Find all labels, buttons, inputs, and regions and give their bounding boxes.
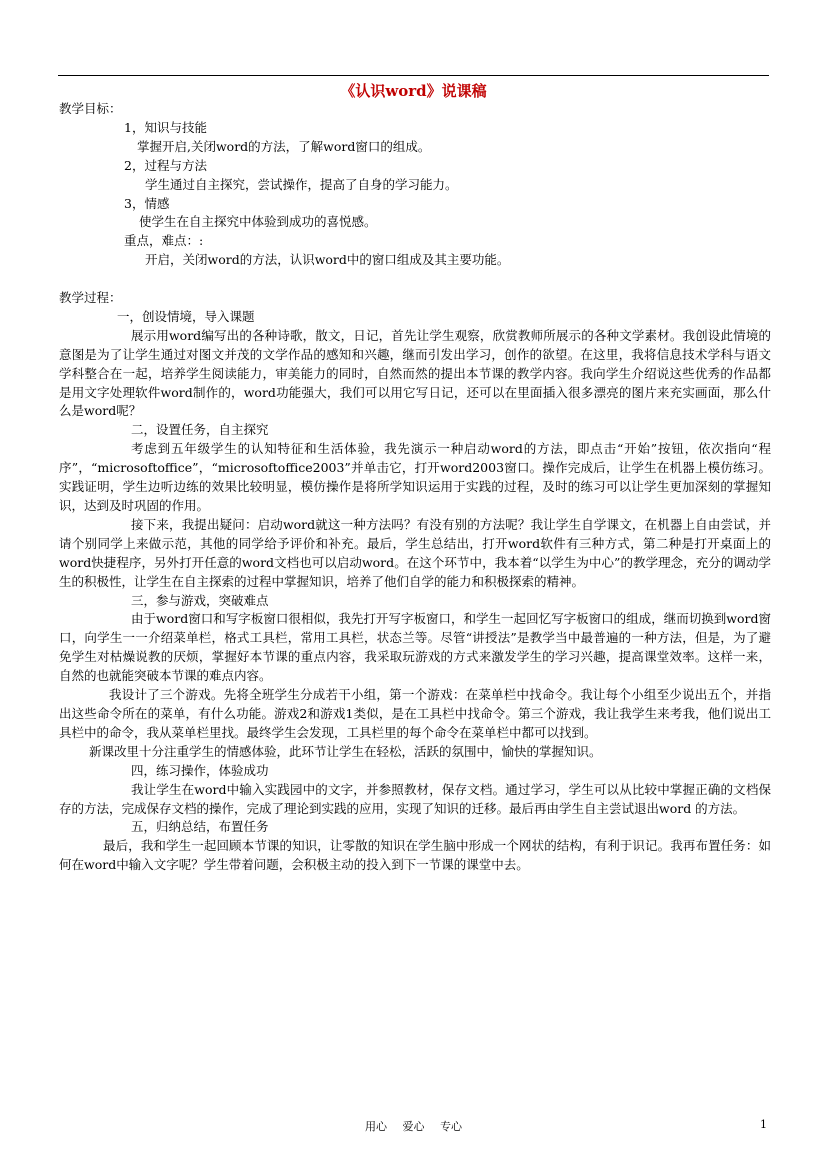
body-line: 一，创设情境，导入课题: [117, 308, 255, 324]
footer-motto-3: 专心: [440, 1120, 462, 1133]
body-paragraph: 考虑到五年级学生的认知特征和生活体验，我先演示一种启动word的方法，即点击“开始”按钮，依次指向“程序”，“microsoftoffice”，“microsoftoffice2003”并单击它，打开word2003窗口。操作完成后，让学生在机器上模仿练习。实践证明，学生边听边练的效果比较明显，模仿操作是将所学知识运用于实践的过程，及时的练习可以让学生更加深刻的掌握知识，达到及时巩固的作用。: [59, 441, 771, 514]
footer-motto-2: 爱心: [402, 1120, 425, 1133]
body-paragraph: 由于word窗口和写字板窗口很相似，我先打开写字板窗口，和学生一起回忆写字板窗口的组成，继而切换到word窗口，向学生一一介绍菜单栏，格式工具栏，常用工具栏，状态兰等。尽管“讲授法”是教学当中最普遍的一种方法，但是，为了避免学生对枯燥说教的厌烦，掌握好本节课的重点内容，我采取玩游戏的方式来激发学生的学习兴趣，提高课堂效率。这样一来，自然的也就能突破本节课的难点内容。: [59, 611, 771, 684]
body-line: 学生通过自主探究，尝试操作，提高了自身的学习能力。: [145, 176, 458, 192]
body-line: 二，设置任务，自主探究: [131, 422, 269, 438]
page-footer: [0, 1118, 827, 1134]
body-paragraph: 接下来，我提出疑问：启动word就这一种方法吗？有没有别的方法呢？我让学生自学课文，在机器上自由尝试，并请个别同学上来做示范，其他的同学给予评价和补充。最后，学生总结出，打开word软件有三种方式，第二种是打开桌面上的word快捷程序，另外打开任意的word文档也可以启动word。在这个环节中，我本着“以学生为中心”的教学理念，充分的调动学生的积极性，让学生在自主探索的过程中掌握知识，培养了他们自学的能力和积极探索的精神。: [59, 516, 771, 589]
blank-line: [59, 270, 771, 289]
body-paragraph: 最后，我和学生一起回顾本节课的知识，让零散的知识在学生脑中形成一个网状的结构，有利于识记。我再布置任务：如何在word中输入文字呢？学生带着问题，会积极主动的投入到下一节课的课堂中去。: [59, 838, 771, 873]
document-body: [59, 100, 771, 875]
body-line: 掌握开启,关闭word的方法，了解word窗口的组成。: [137, 138, 431, 154]
footer-motto-1: 用心: [365, 1120, 387, 1133]
body-paragraph: 我设计了三个游戏。先将全班学生分成若干小组，第一个游戏：在菜单栏中找命令。我让每个小组至少说出五个，并指出这些命令所在的菜单，有什么功能。游戏2和游戏1类似，是在工具栏中找命令。第三个游戏，我让我学生来考我，他们说出工具栏中的命令，我从菜单栏里找。最终学生会发现，工具栏里的每个命令在菜单栏中都可以找到。: [59, 687, 771, 740]
body-paragraph: 我让学生在word中输入实践园中的文字，并参照教材，保存文档。通过学习，学生可以从比较中掌握正确的文档保存的方法，完成保存文档的操作，完成了理论到实践的应用，实现了知识的迁移。最后再由学生自主尝试退出word 的方法。: [59, 781, 771, 816]
body-line: 三，参与游戏，突破难点: [131, 592, 269, 608]
body-paragraph: 展示用word编写出的各种诗歌，散文，日记，首先让学生观察，欣赏教师所展示的各种文学素材。我创设此情境的意图是为了让学生通过对图文并茂的文学作品的感知和兴趣，继而引发出学习，创作的欲望。在这里，我将信息技术学科与语文学科整合在一起，培养学生阅读能力，审美能力的同时，自然而然的提出本节课的教学内容。我向学生介绍说这些优秀的作品都是用文字处理软件word制作的，word功能强大，我们可以用它写日记，还可以在里面插入很多漂亮的图片来充实画面，那么什么是word呢？: [59, 327, 771, 419]
body-line: 教学目标：: [59, 101, 122, 116]
body-line: 2，过程与方法: [124, 157, 207, 173]
body-line: 1，知识与技能: [124, 119, 207, 135]
page-number: 1: [760, 1118, 767, 1131]
body-line: 重点，难点：:: [124, 233, 204, 249]
body-line: 五，归纳总结，布置任务: [131, 819, 269, 835]
body-line: 新课改里十分注重学生的情感体验，此环节让学生在轻松，活跃的氛围中，愉快的掌握知识。: [89, 743, 602, 759]
body-line: 教学过程：: [59, 290, 122, 306]
body-line: 开启，关闭word的方法，认识word中的窗口组成及其主要功能。: [145, 252, 510, 268]
header-rule: [58, 75, 769, 76]
body-line: 四，练习操作，体验成功: [131, 762, 269, 778]
body-line: 使学生在自主探究中体验到成功的喜悦感。: [139, 214, 377, 230]
document-title: 《认识word》说课稿: [340, 82, 487, 100]
body-line: 3，情感: [124, 195, 170, 211]
